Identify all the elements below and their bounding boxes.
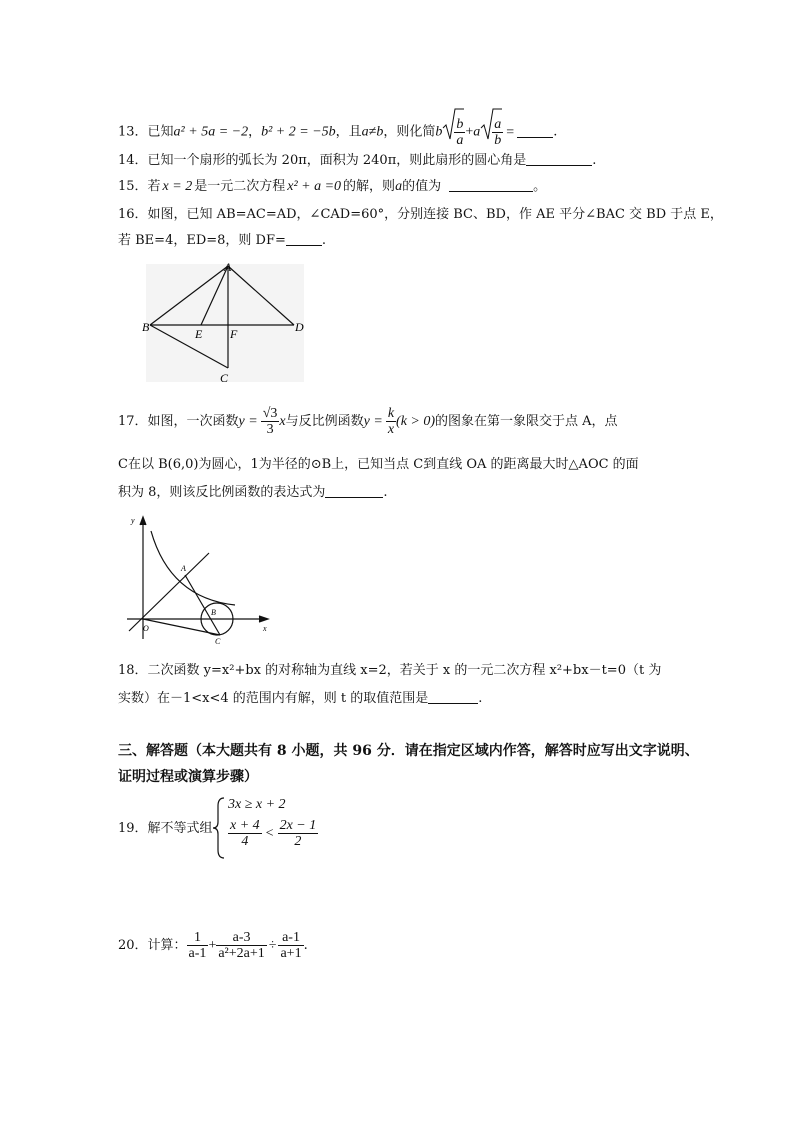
label-E: E <box>195 327 203 341</box>
label-D: D <box>295 320 304 334</box>
q13-answer-blank[interactable] <box>517 125 553 138</box>
q20-fraction-3: $\frac{a-1}{a+1}$ <box>280 930 302 961</box>
q19-fraction-1: $\frac{x + 4}{4}$ <box>230 818 260 849</box>
question-17-line-1: 17．如图，一次函数y = $\frac{√3}{3}$ x与反比例函数y = $\frac{k}{x}$ (k > 0)的图象在第一象限交于点 A，点 <box>118 406 618 437</box>
q13-fraction-b-a: $\frac{b}{a}$ <box>456 116 464 148</box>
label-C: C <box>215 637 221 645</box>
label-x: x <box>263 624 267 633</box>
y-axis-arrow <box>140 517 146 525</box>
q18-answer-blank[interactable] <box>428 691 478 704</box>
question-16-line-1: 16．如图，已知 AB=AC=AD，∠CAD=60°，分别连接 BC、BD，作 AE 平分∠BAC 交 BD 于点 E， <box>118 207 723 222</box>
q13-equation-1: a² + 5a = −2 <box>173 124 249 140</box>
label-C: C <box>220 371 229 385</box>
figure-background <box>146 264 304 382</box>
question-17-line-2: C在以 B(6,0)为圆心，1为半径的⊙B上，已知当点 C到直线 OA 的距离最大时△AOC 的面 <box>118 457 639 472</box>
question-16-line-2: 若 BE=4，ED=8，则 DF= . <box>118 233 327 248</box>
question-17-line-3: 积为 8，则该反比例函数的表达式为 . <box>118 485 388 500</box>
label-y: y <box>131 516 135 525</box>
question-13: 13．已知a² + 5a = −2，b² + 2 = −5b，且a≠b，则化简b $\frac{b}{a}$ +a $\frac{a}{b}$ = . <box>118 108 557 142</box>
q17-answer-blank[interactable] <box>325 485 383 498</box>
question-14: 14．已知一个扇形的弧长为 20π，面积为 240π，则此扇形的圆心角是 . <box>118 153 597 168</box>
label-O: O <box>143 624 149 633</box>
q17-fraction-k-over-x: $\frac{k}{x}$ <box>387 406 395 437</box>
q19-fraction-2: $\frac{2x - 1}{2}$ <box>279 818 317 849</box>
x-axis-arrow <box>259 616 268 622</box>
label-A: A <box>181 564 186 573</box>
question-18-line-1: 18．二次函数 y=x²+bx 的对称轴为直线 x=2，若关于 x 的一元二次方程 x²+bx－t=0（t 为 <box>118 663 662 678</box>
q13-condition: a≠b <box>361 124 384 140</box>
q16-answer-blank[interactable] <box>286 233 322 246</box>
q17-coordinate-figure <box>125 513 275 645</box>
question-15: 15．若 x = 2 是一元二次方程 x² + a =0 的解，则a的值为 。 <box>118 179 547 194</box>
label-F: F <box>230 327 238 341</box>
label-A: A <box>224 260 232 274</box>
q20-fraction-1: $\frac{1}{a-1}$ <box>188 930 207 961</box>
q13-equation-2: b² + 2 = −5b <box>261 124 336 140</box>
q20-fraction-2: $\frac{a-3}{\text{a²+2a+1}}$ <box>218 930 265 961</box>
question-19-label: 19．解不等式组 <box>118 821 213 836</box>
question-18-line-2: 实数）在－1<x<4 的范围内有解，则 t 的取值范围是 . <box>118 691 483 706</box>
label-B: B <box>142 320 150 334</box>
section-3-heading-line-1: 三、解答题（本大题共有 8 小题，共 96 分．请在指定区域内作答，解答时应写出文字说明、 <box>118 743 699 759</box>
q16-geometry-figure <box>140 258 310 388</box>
q19-inequality-2: $\frac{x + 4}{4}$ < $\frac{2x - 1}{2}$ <box>230 818 317 849</box>
q19-inequality-1: 3x ≥ x + 2 <box>228 797 286 812</box>
q17-fraction-sqrt3-over-3: $\frac{√3}{3}$ <box>262 406 278 437</box>
label-B: B <box>211 608 216 617</box>
q13-fraction-a-b: $\frac{a}{b}$ <box>494 116 502 148</box>
q15-answer-blank[interactable] <box>449 179 533 192</box>
question-20: 20．计算： $\frac{1}{a-1}$ + $\frac{a-3}{\text{a²+2a+1}}$ ÷ $\frac{a-1}{a+1}$ . <box>118 930 308 961</box>
q13-number: 13．已知 <box>118 124 174 140</box>
q19-brace <box>212 796 226 860</box>
q14-answer-blank[interactable] <box>526 153 592 166</box>
section-3-heading-line-2: 证明过程或演算步骤） <box>118 769 258 785</box>
